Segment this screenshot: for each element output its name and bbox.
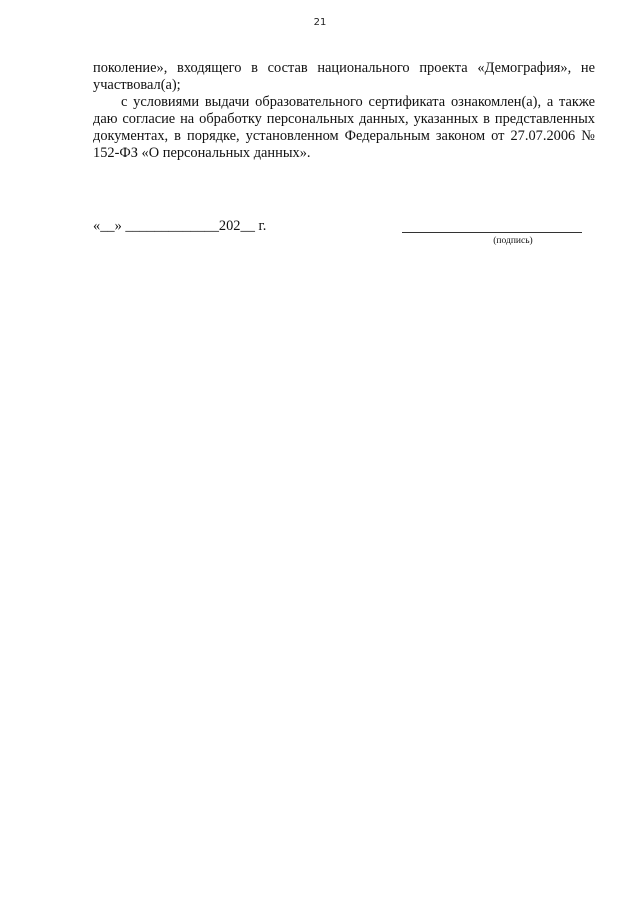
- paragraph-consent: с условиями выдачи образовательного сертификата ознакомлен(а), а также даю согласие на обработку персональных данных, указанных в представленных документах, в порядке, установленном Федеральным законом от 27.07.2006 № 152-ФЗ «О персональных данных».: [93, 94, 595, 161]
- signature-line: [402, 232, 582, 233]
- body-text: [93, 60, 595, 162]
- page-number: 21: [313, 17, 327, 28]
- date-line: «__» _____________202__ г.: [93, 218, 267, 234]
- signature-caption: (подпись): [493, 236, 533, 246]
- paragraph-continuation: поколение», входящего в состав национального проекта «Демография», не участвовал(а);: [93, 60, 595, 93]
